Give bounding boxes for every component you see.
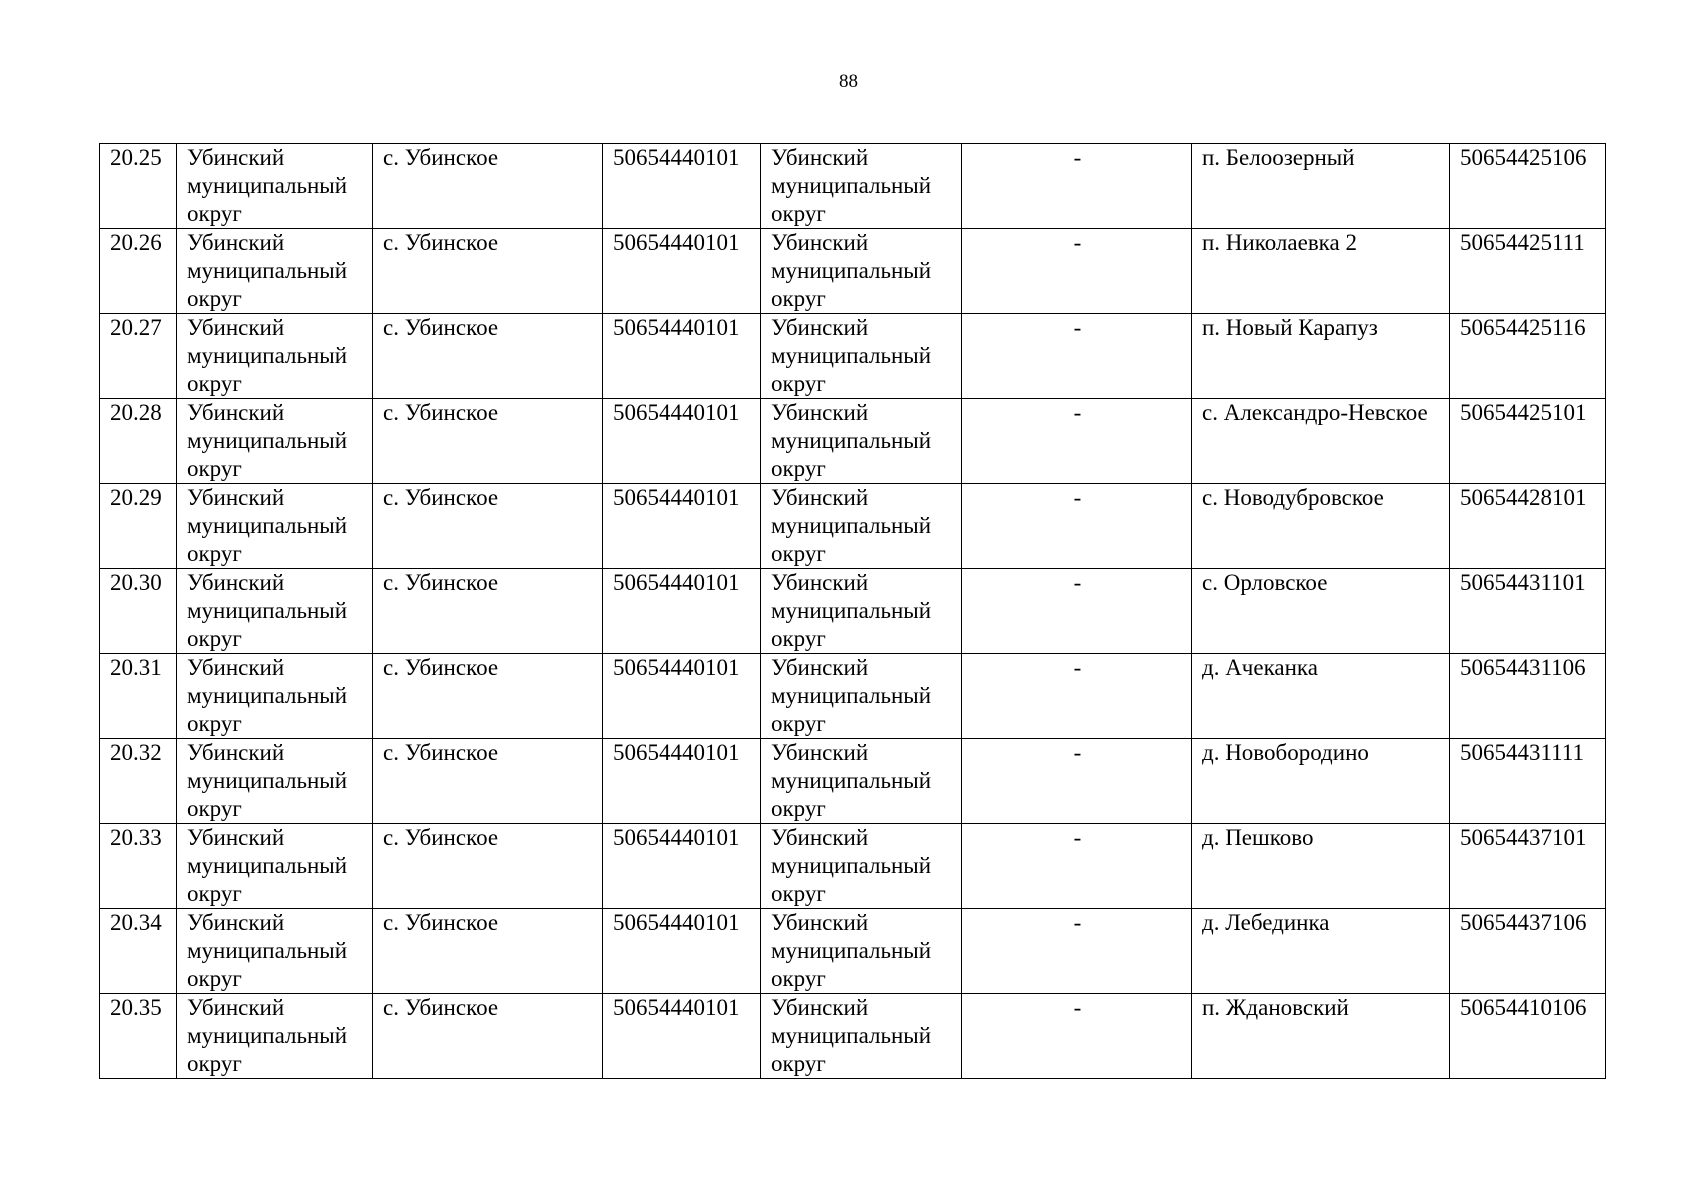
settlement-code-cell: 50654410106 — [1450, 994, 1606, 1079]
settlement-cell: с. Новодубровское — [1192, 484, 1450, 569]
table-row — [100, 229, 1606, 314]
settlement-cell: с. Александро-Невское — [1192, 399, 1450, 484]
settlement-cell: д. Пешково — [1192, 824, 1450, 909]
settlement-cell: с. Орловское — [1192, 569, 1450, 654]
settlement-code-cell: 50654425106 — [1450, 144, 1606, 229]
table-row — [100, 399, 1606, 484]
table-row — [100, 654, 1606, 739]
center-code-cell: 50654440101 — [603, 314, 761, 399]
center-code-cell: 50654440101 — [603, 144, 761, 229]
center-cell: с. Убинское — [373, 569, 603, 654]
settlements-table — [99, 143, 1606, 1079]
dash-cell: - — [962, 909, 1192, 994]
settlement-code-cell: 50654437106 — [1450, 909, 1606, 994]
table-body — [100, 144, 1606, 1079]
dash-cell: - — [962, 144, 1192, 229]
dash-cell: - — [962, 229, 1192, 314]
district-2-cell: Убинский муниципальный округ — [761, 569, 962, 654]
dash-cell: - — [962, 654, 1192, 739]
table-row — [100, 314, 1606, 399]
district-2-cell: Убинский муниципальный округ — [761, 824, 962, 909]
center-cell: с. Убинское — [373, 824, 603, 909]
table-row — [100, 569, 1606, 654]
row-number-cell: 20.28 — [100, 399, 177, 484]
settlement-code-cell: 50654428101 — [1450, 484, 1606, 569]
settlement-code-cell: 50654425111 — [1450, 229, 1606, 314]
dash-cell: - — [962, 314, 1192, 399]
settlement-code-cell: 50654437101 — [1450, 824, 1606, 909]
dash-cell: - — [962, 399, 1192, 484]
settlement-code-cell: 50654425116 — [1450, 314, 1606, 399]
row-number-cell: 20.34 — [100, 909, 177, 994]
settlement-code-cell: 50654431101 — [1450, 569, 1606, 654]
district-2-cell: Убинский муниципальный округ — [761, 654, 962, 739]
district-cell: Убинский муниципальный округ — [177, 144, 373, 229]
district-2-cell: Убинский муниципальный округ — [761, 144, 962, 229]
row-number-cell: 20.32 — [100, 739, 177, 824]
center-code-cell: 50654440101 — [603, 399, 761, 484]
settlement-code-cell: 50654431106 — [1450, 654, 1606, 739]
center-cell: с. Убинское — [373, 229, 603, 314]
row-number-cell: 20.35 — [100, 994, 177, 1079]
district-2-cell: Убинский муниципальный округ — [761, 229, 962, 314]
district-cell: Убинский муниципальный округ — [177, 739, 373, 824]
center-cell: с. Убинское — [373, 994, 603, 1079]
row-number-cell: 20.31 — [100, 654, 177, 739]
district-cell: Убинский муниципальный округ — [177, 314, 373, 399]
district-cell: Убинский муниципальный округ — [177, 994, 373, 1079]
district-cell: Убинский муниципальный округ — [177, 569, 373, 654]
table-row — [100, 824, 1606, 909]
table-row — [100, 739, 1606, 824]
center-cell: с. Убинское — [373, 909, 603, 994]
district-2-cell: Убинский муниципальный округ — [761, 399, 962, 484]
center-cell: с. Убинское — [373, 144, 603, 229]
district-cell: Убинский муниципальный округ — [177, 229, 373, 314]
dash-cell: - — [962, 484, 1192, 569]
settlement-cell: п. Николаевка 2 — [1192, 229, 1450, 314]
dash-cell: - — [962, 994, 1192, 1079]
district-cell: Убинский муниципальный округ — [177, 399, 373, 484]
settlement-cell: п. Ждановский — [1192, 994, 1450, 1079]
center-cell: с. Убинское — [373, 399, 603, 484]
district-cell: Убинский муниципальный округ — [177, 654, 373, 739]
center-cell: с. Убинское — [373, 314, 603, 399]
row-number-cell: 20.30 — [100, 569, 177, 654]
settlement-cell: д. Ачеканка — [1192, 654, 1450, 739]
settlement-cell: д. Новобородино — [1192, 739, 1450, 824]
row-number-cell: 20.29 — [100, 484, 177, 569]
table-row — [100, 994, 1606, 1079]
district-cell: Убинский муниципальный округ — [177, 484, 373, 569]
table-row — [100, 144, 1606, 229]
row-number-cell: 20.26 — [100, 229, 177, 314]
center-cell: с. Убинское — [373, 654, 603, 739]
page-number: 88 — [839, 71, 858, 92]
row-number-cell: 20.33 — [100, 824, 177, 909]
district-cell: Убинский муниципальный округ — [177, 824, 373, 909]
settlement-code-cell: 50654425101 — [1450, 399, 1606, 484]
district-2-cell: Убинский муниципальный округ — [761, 314, 962, 399]
district-cell: Убинский муниципальный округ — [177, 909, 373, 994]
dash-cell: - — [962, 824, 1192, 909]
center-code-cell: 50654440101 — [603, 484, 761, 569]
center-code-cell: 50654440101 — [603, 654, 761, 739]
dash-cell: - — [962, 569, 1192, 654]
center-code-cell: 50654440101 — [603, 994, 761, 1079]
center-code-cell: 50654440101 — [603, 569, 761, 654]
dash-cell: - — [962, 739, 1192, 824]
center-code-cell: 50654440101 — [603, 739, 761, 824]
center-code-cell: 50654440101 — [603, 824, 761, 909]
district-2-cell: Убинский муниципальный округ — [761, 739, 962, 824]
settlement-code-cell: 50654431111 — [1450, 739, 1606, 824]
center-code-cell: 50654440101 — [603, 909, 761, 994]
table-row — [100, 909, 1606, 994]
settlement-cell: п. Белоозерный — [1192, 144, 1450, 229]
row-number-cell: 20.27 — [100, 314, 177, 399]
table-row — [100, 484, 1606, 569]
settlement-cell: п. Новый Карапуз — [1192, 314, 1450, 399]
center-code-cell: 50654440101 — [603, 229, 761, 314]
settlement-cell: д. Лебединка — [1192, 909, 1450, 994]
district-2-cell: Убинский муниципальный округ — [761, 909, 962, 994]
center-cell: с. Убинское — [373, 739, 603, 824]
center-cell: с. Убинское — [373, 484, 603, 569]
district-2-cell: Убинский муниципальный округ — [761, 994, 962, 1079]
district-2-cell: Убинский муниципальный округ — [761, 484, 962, 569]
row-number-cell: 20.25 — [100, 144, 177, 229]
